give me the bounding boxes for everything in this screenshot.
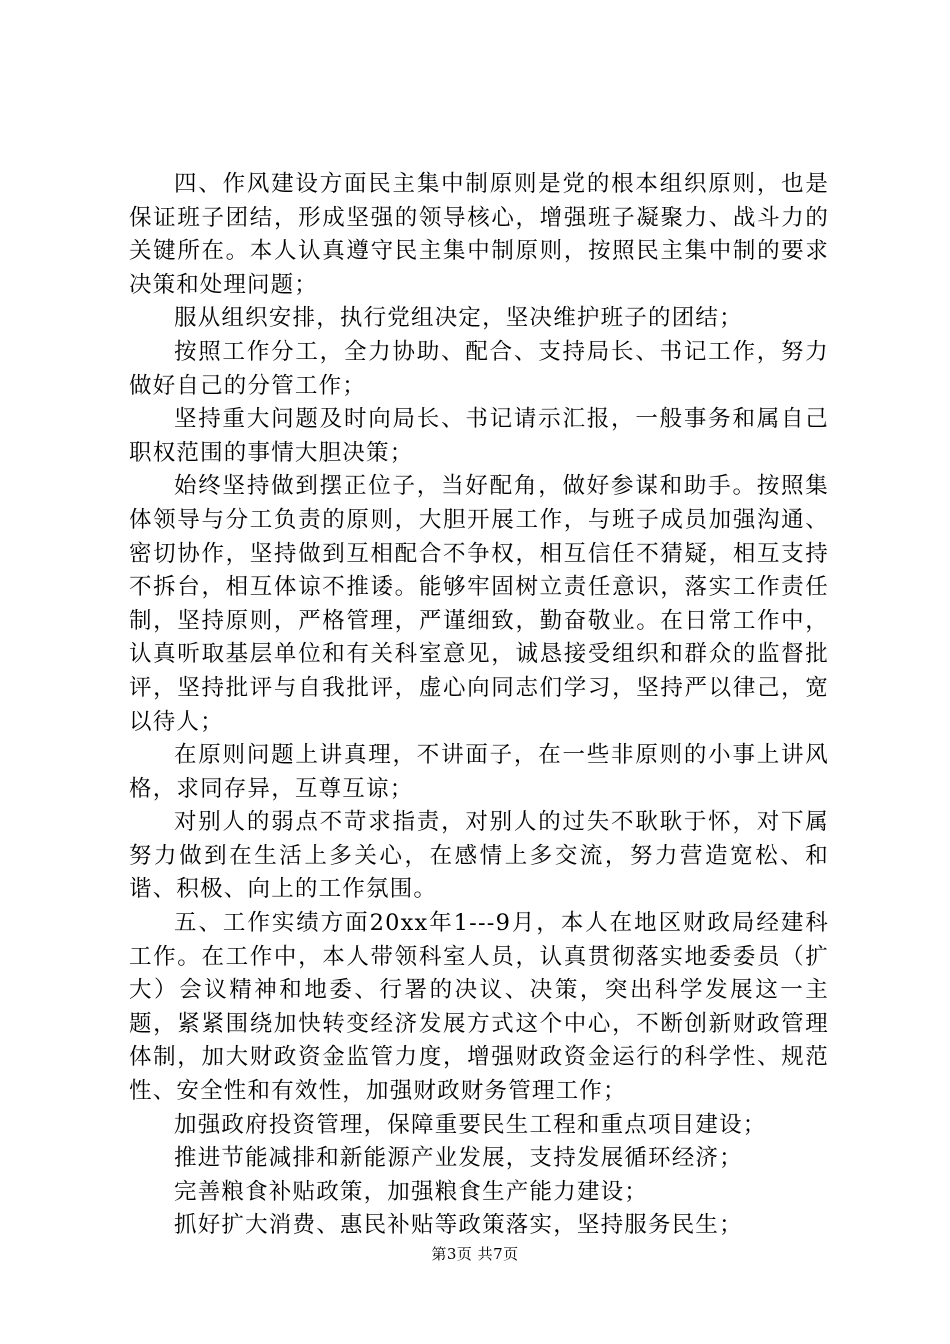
paragraph-obey-organization: 服从组织安排，执行党组决定，坚决维护班子的团结； xyxy=(174,305,743,332)
paragraph-consumption-policy: 抓好扩大消费、惠民补贴等政策落实，坚持服务民生； xyxy=(174,1212,743,1239)
paragraph-principles: 在原则问题上讲真理，不讲面子，在一些非原则的小事上讲风格，求同存异，互尊互谅； xyxy=(129,742,829,802)
paragraph-work-style: 四、作风建设方面民主集中制原则是党的根本组织原则，也是保证班子团结，形成坚强的领导核心，增强班子凝聚力、战斗力的关键所在。本人认真遵守民主集中制原则，按照民主集中制的要求决策和处理问题； xyxy=(129,171,829,298)
paragraph-work-achievements: 五、工作实绩方面20xx年1---9月，本人在地区财政局经建科工作。在工作中，本人带领科室人员，认真贯彻落实地委委员（扩大）会议精神和地委、行署的决议、决策，突出科学发展这一主题，紧紧围绕加快转变经济发展方式这个中心，不断创新财政管理体制，加大财政资金监管力度，增强财政资金运行的科学性、规范性、安全性和有效性，加强财政财务管理工作； xyxy=(129,910,829,1105)
paragraph-tolerance: 对别人的弱点不苛求指责，对别人的过失不耿耿于怀，对下属努力做到在生活上多关心，在感情上多交流，努力营造宽松、和谐、积极、向上的工作氛围。 xyxy=(129,809,829,903)
paragraph-supporting-role: 始终坚持做到摆正位子，当好配角，做好参谋和助手。按照集体领导与分工负责的原则，大胆开展工作，与班子成员加强沟通、密切协作，坚持做到互相配合不争权，相互信任不猜疑，相互支持不拆台，相互体谅不推诿。能够牢固树立责任意识，落实工作责任制，坚持原则，严格管理，严谨细致，勤奋敬业。在日常工作中，认真听取基层单位和有关科室意见，诚恳接受组织和群众的监督批评，坚持批评与自我批评，虚心向同志们学习，坚持严以律己，宽以待人； xyxy=(129,473,829,735)
page-footer: 第3页 共7页 xyxy=(431,1245,519,1263)
paragraph-grain-subsidy: 完善粮食补贴政策，加强粮食生产能力建设； xyxy=(174,1178,649,1205)
paragraph-report-issues: 坚持重大问题及时向局长、书记请示汇报，一般事务和属自己职权范围的事情大胆决策； xyxy=(129,406,829,466)
document-body xyxy=(129,168,829,1243)
paragraph-division-of-work: 按照工作分工，全力协助、配合、支持局长、书记工作，努力做好自己的分管工作； xyxy=(129,338,829,399)
paragraph-investment-management: 加强政府投资管理，保障重要民生工程和重点项目建设； xyxy=(174,1111,767,1138)
paragraph-energy-saving: 推进节能减排和新能源产业发展，支持发展循环经济； xyxy=(174,1145,743,1172)
